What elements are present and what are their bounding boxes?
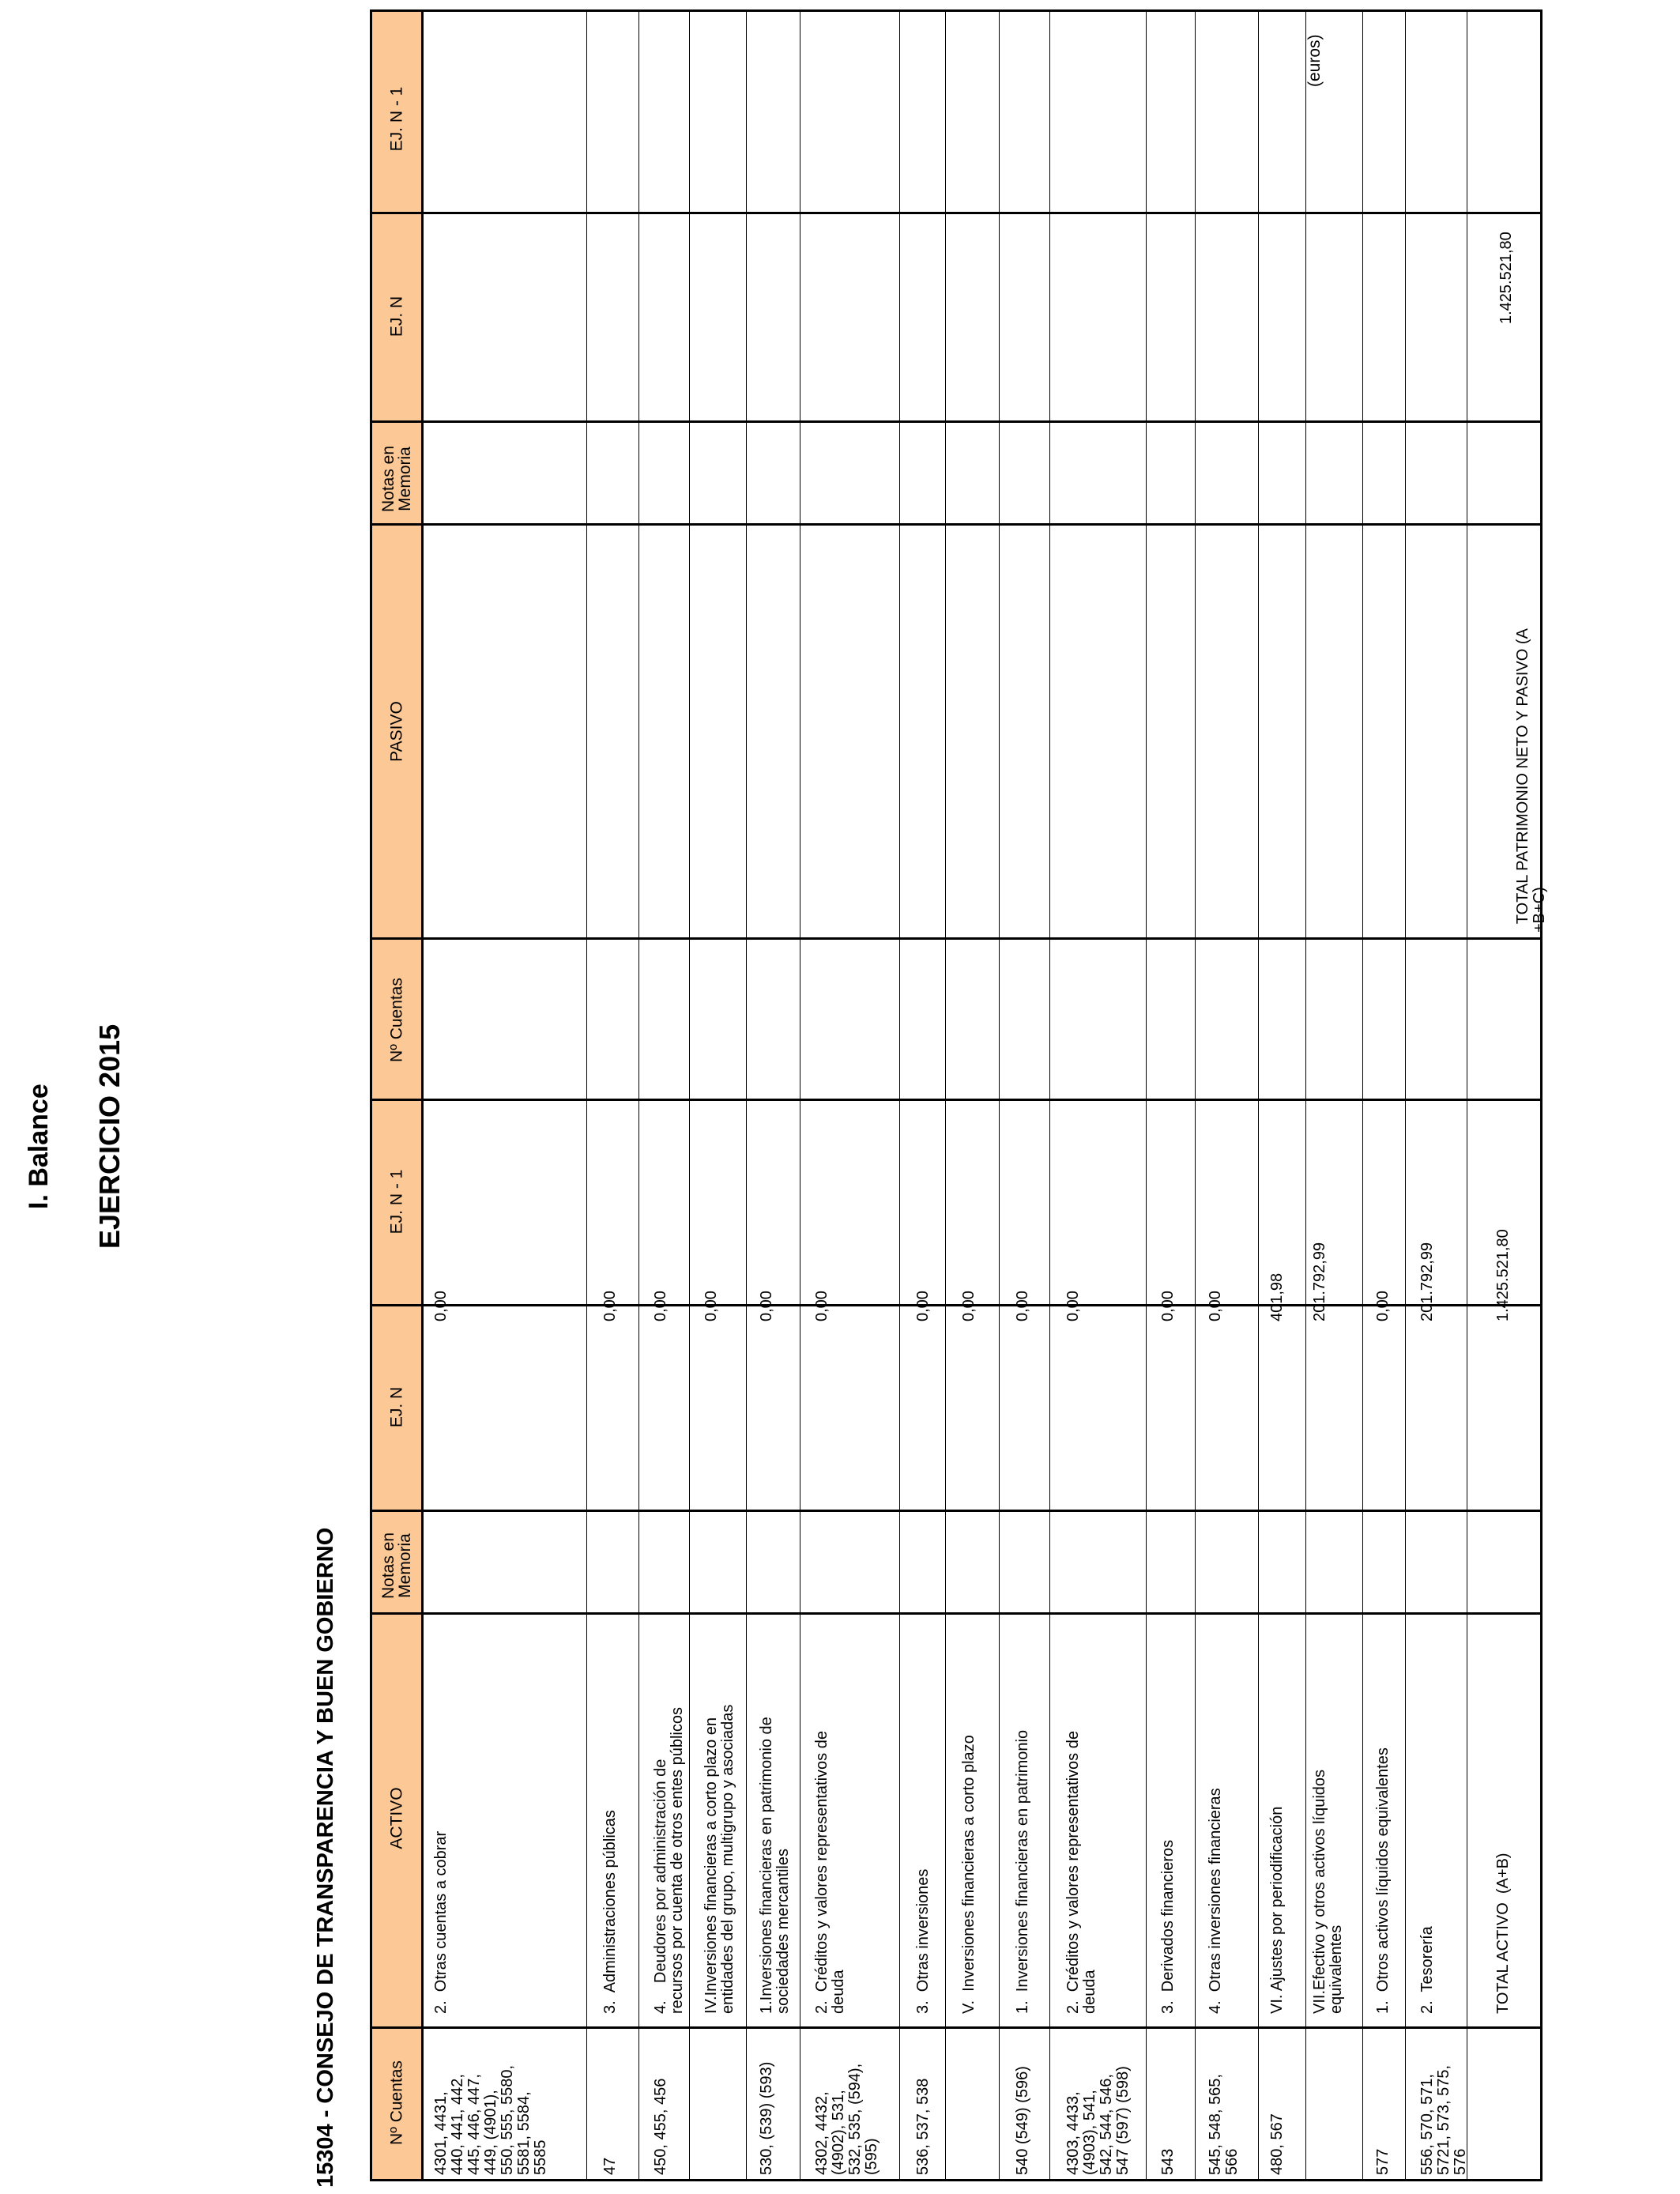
column-divider — [370, 523, 1543, 526]
activo-row-concepto: 4. Otras inversiones financieras — [1207, 1788, 1224, 2014]
header-pasivo-cuentas: Nº Cuentas — [387, 978, 406, 1062]
row-separator — [1258, 9, 1259, 2181]
activo-row-ej-n: 201.792,99 — [1418, 1242, 1436, 1321]
activo-row-cuentas: 480, 567 — [1268, 2113, 1286, 2175]
header-activo-cuentas: Nº Cuentas — [387, 2060, 406, 2145]
header-pasivo-ej-n1: EJ. N - 1 — [387, 86, 406, 152]
activo-row-ej-n: 0,00 — [758, 1291, 775, 1321]
activo-row-cuentas: 536, 537, 538 — [914, 2078, 932, 2175]
activo-row-ej-n: 0,00 — [1159, 1291, 1177, 1321]
activo-row-concepto: 3. Administraciones públicas — [601, 1810, 619, 2014]
activo-row-concepto: V. Inversiones financieras a corto plazo — [960, 1735, 977, 2014]
activo-row-ej-n: 0,00 — [432, 1291, 450, 1321]
activo-row-concepto: IV.Inversiones financieras a corto plazo en entidades del grupo, multigrupo y asociadas — [703, 1704, 736, 2014]
header-pasivo-ej-n: EJ. N — [387, 296, 406, 337]
column-divider — [370, 212, 1543, 214]
row-separator — [586, 9, 587, 2181]
activo-row-ej-n: 401,98 — [1268, 1272, 1286, 1321]
activo-row-concepto: 1. Inversiones financieras en patrimonio — [1014, 1729, 1031, 2014]
row-separator — [899, 9, 900, 2181]
column-divider — [370, 1304, 1543, 1306]
row-separator — [999, 9, 1000, 2181]
entity-name: 15304 - CONSEJO DE TRANSPARENCIA Y BUEN GOBIERNO — [313, 1527, 338, 2188]
column-divider — [370, 1612, 1543, 1615]
activo-row-concepto: 2. Créditos y valores representativos de deuda — [1064, 1731, 1098, 2014]
activo-row-ej-n: 0,00 — [914, 1291, 932, 1321]
row-separator — [1305, 9, 1306, 2181]
row-separator — [689, 9, 690, 2181]
balance-table — [370, 9, 1543, 2181]
column-divider — [370, 937, 1543, 940]
header-activo-notas: Notas en Memoria — [379, 1532, 414, 1600]
activo-row-ej-n: 0,00 — [1064, 1291, 1082, 1321]
activo-row-ej-n: 0,00 — [601, 1291, 619, 1321]
column-divider — [370, 1510, 1543, 1512]
activo-row-ej-n: 0,00 — [1014, 1291, 1031, 1321]
row-separator — [1146, 9, 1147, 2181]
activo-row-cuentas: 543 — [1159, 2148, 1177, 2175]
activo-row-concepto: 1. Otros activos líquidos equivalentes — [1374, 1747, 1392, 2014]
activo-row-concepto: TOTAL ACTIVO (A+B) — [1494, 1853, 1512, 2014]
activo-row-ej-n: 0,00 — [703, 1291, 720, 1321]
activo-row-cuentas: 450, 455, 456 — [652, 2078, 669, 2175]
activo-row-ej-n: 0,00 — [652, 1291, 669, 1321]
row-separator — [1195, 9, 1196, 2181]
activo-row-ej-n: 0,00 — [813, 1291, 831, 1321]
activo-row-cuentas: 4301, 4431, 440, 441, 442, 445, 446, 447, 449, (4901), 550, 555, 5580, 5581, 5584, 5585 — [432, 2064, 549, 2175]
fiscal-year-title: EJERCICIO 2015 — [93, 1023, 126, 1249]
row-separator — [945, 9, 946, 2181]
activo-row-cuentas: 4302, 4432, (4902), 531, 532, 535, (594), (595) — [813, 2063, 880, 2175]
currency-units: (euros) — [1305, 34, 1324, 87]
row-separator — [1405, 9, 1406, 2181]
pasivo-total-value: 1.425.521,80 — [1497, 232, 1515, 324]
activo-row-concepto: 4. Deudores por administración de recursos por cuenta de otros entes públicos — [652, 1707, 686, 2014]
activo-row-concepto: VI. Ajustes por periodificación — [1268, 1806, 1286, 2014]
activo-row-ej-n: 0,00 — [1207, 1291, 1224, 1321]
activo-row-ej-n: 1.425.521,80 — [1494, 1229, 1512, 1321]
header-activo-ej-n1: EJ. N - 1 — [387, 1169, 406, 1235]
header-activo-ej-n: EJ. N — [387, 1386, 406, 1428]
activo-row-cuentas: 540 (549) (596) — [1014, 2066, 1031, 2175]
column-divider — [370, 420, 1543, 423]
pasivo-total-label — [1498, 628, 1548, 933]
activo-row-ej-n: 0,00 — [1374, 1291, 1392, 1321]
activo-row-concepto: VII.Efectivo y otros activos líquidos equivalentes — [1311, 1769, 1345, 2014]
column-divider — [370, 1099, 1543, 1101]
activo-row-ej-n: 201.792,99 — [1311, 1242, 1328, 1321]
row-separator — [1049, 9, 1050, 2181]
pasivo-total-text: TOTAL PATRIMONIO NETO Y PASIVO (A +B+C) — [1514, 628, 1548, 933]
activo-row-concepto: 2. Otras cuentas a cobrar — [432, 1830, 450, 2014]
header-activo: ACTIVO — [387, 1787, 406, 1849]
activo-row-cuentas: 530, (539) (593) — [758, 2061, 775, 2175]
column-divider — [370, 2026, 1543, 2029]
header-pasivo: PASIVO — [387, 701, 406, 762]
activo-row-cuentas: 545, 548, 565, 566 — [1207, 2074, 1241, 2175]
activo-row-concepto: 2. Tesorería — [1418, 1926, 1436, 2014]
activo-row-cuentas: 47 — [601, 2157, 619, 2175]
activo-row-concepto: 3. Otras inversiones — [914, 1868, 932, 2014]
row-separator — [1362, 9, 1363, 2181]
activo-row-concepto: 2. Créditos y valores representativos de deuda — [813, 1731, 847, 2014]
page-title: I. Balance — [24, 1084, 54, 1209]
pasivo-total-ej-n — [1498, 232, 1515, 324]
row-separator — [746, 9, 747, 2181]
activo-row-cuentas: 577 — [1374, 2148, 1392, 2175]
activo-row-concepto: 3. Derivados financieros — [1159, 1839, 1177, 2014]
row-separator — [638, 9, 639, 2181]
header-pasivo-notas: Notas en Memoria — [379, 445, 414, 513]
activo-row-concepto: 1.Inversiones financieras en patrimonio de sociedades mercantiles — [758, 1717, 792, 2014]
activo-row-cuentas: 4303, 4433, (4903), 541, 542, 544, 546, 547 (597) (598) — [1064, 2066, 1132, 2175]
activo-row-cuentas: 556, 570, 571, 5721, 573, 575, 576 — [1418, 2064, 1469, 2175]
activo-row-ej-n: 0,00 — [960, 1291, 977, 1321]
